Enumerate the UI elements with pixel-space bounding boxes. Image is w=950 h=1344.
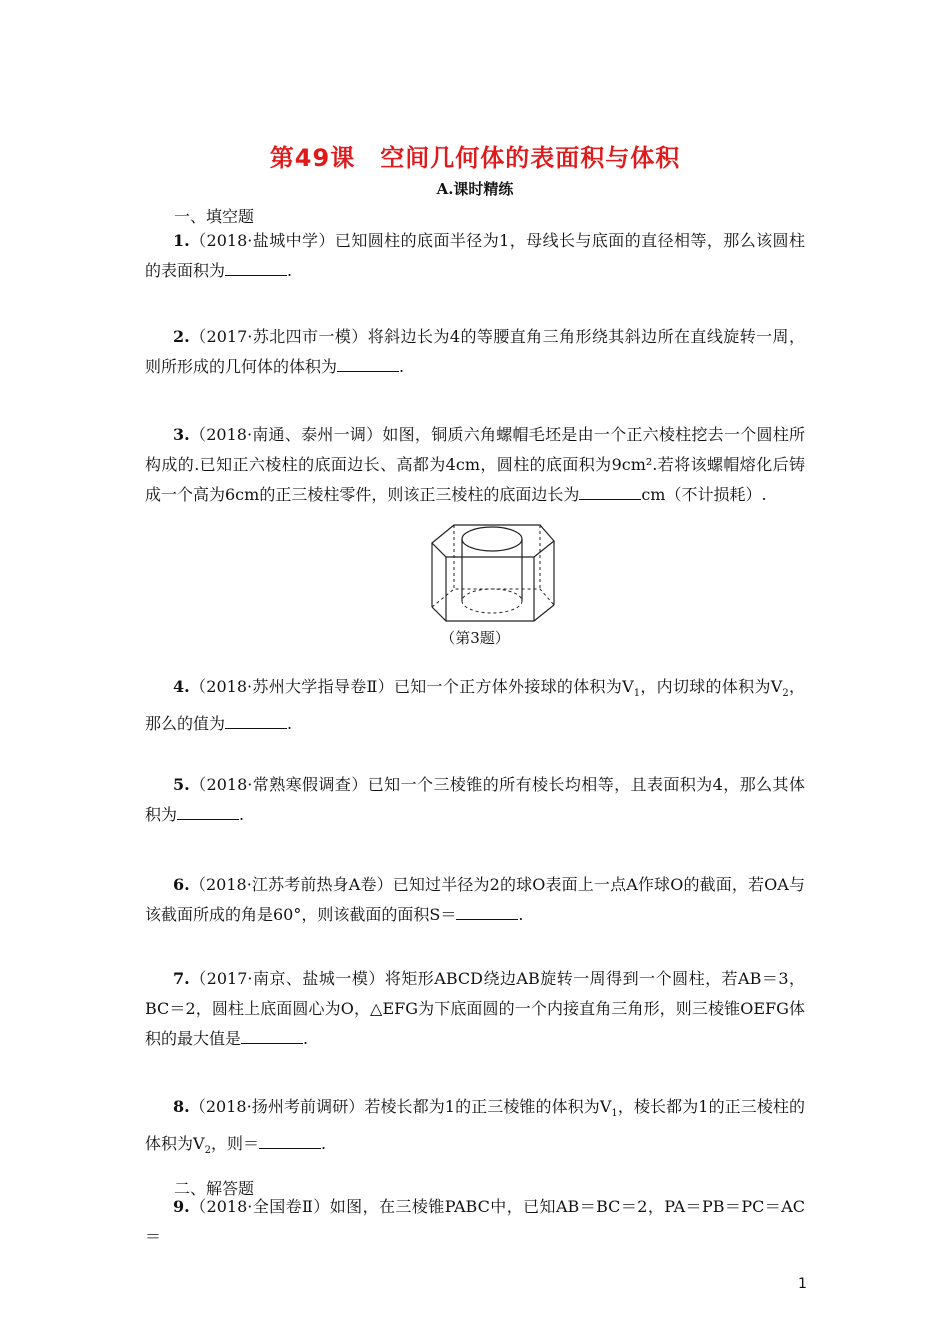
question-1 [145,226,805,286]
question-end: . [287,714,293,734]
question-text: ，棱长都为1的正三棱柱的体积为V [145,1097,805,1154]
figure-caption: （第3题） [440,629,510,647]
question-3 [145,420,805,510]
question-text: （2018·全国卷Ⅱ）如图，在三棱锥PABC中，已知AB＝BC＝2，PA＝PB＝PC＝AC＝ [145,1197,805,1246]
answer-blank[interactable] [579,485,641,500]
question-number: 6. [173,875,190,894]
question-number: 9. [173,1197,190,1216]
answer-blank[interactable] [225,714,287,729]
question-text: ，则＝ [210,1134,259,1154]
subscript: 2 [782,688,789,700]
question-end: . [239,805,245,824]
question-text: （2018·盐城中学）已知圆柱的底面半径为1，母线长与底面的直径相等，那么该圆柱的表面积为 [145,231,805,280]
subscript: 1 [633,688,641,700]
question-text: （2018·江苏考前热身A卷）已知过半径为2的球O表面上一点A作球O的截面，若OA与该截面所成的角是60°，则该截面的面积S＝ [145,875,805,924]
hex-nut-figure [426,517,558,627]
question-end: . [399,357,405,376]
question-4 [145,672,805,739]
section-solutions: 二、解答题 [174,1179,255,1198]
question-number: 1. [173,231,190,250]
question-text: （2017·南京、盐城一模）将矩形ABCD绕边AB旋转一周得到一个圆柱，若AB＝3，BC＝2，圆柱上底面圆心为O，△EFG为下底面圆的一个内接直角三角形，则三棱锥OEFG体积的最大值是 [145,969,805,1048]
question-end: . [287,261,293,280]
question-text: （2017·苏北四市一模）将斜边长为4的等腰直角三角形绕其斜边所在直线旋转一周，则所形成的几何体的体积为 [145,327,805,376]
question-number: 8. [173,1097,190,1116]
question-8 [145,1092,805,1166]
question-number: 3. [173,425,190,444]
question-text: （2018·扬州考前调研）若棱长都为1的正三棱锥的体积为V [189,1097,612,1116]
question-number: 2. [173,327,190,346]
question-2 [145,322,805,382]
page-number: 1 [798,1276,807,1292]
subscript: 1 [611,1108,618,1120]
hex-nut-diagram [426,517,558,623]
question-end: . [518,905,524,924]
subscript: 2 [204,1145,211,1157]
lesson-subtitle: A.课时精练 [436,180,514,198]
question-end: cm（不计损耗）. [641,485,767,504]
question-text: ，内切球的体积为V [640,677,783,696]
question-text: （2018·南通、泰州一调）如图，铜质六角螺帽毛坯是由一个正六棱柱挖去一个圆柱所构成的.已知正六棱柱的底面边长、高都为4cm，圆柱的底面积为9cm².若将该螺帽熔化后铸成一个高为6cm的正三棱柱零件，则该正三棱柱的底面边长为 [145,425,805,504]
question-6 [145,870,805,930]
answer-blank[interactable] [337,357,399,372]
question-7 [145,964,805,1054]
answer-blank[interactable] [456,905,518,920]
question-end: . [320,1134,327,1154]
answer-blank[interactable] [177,805,239,820]
answer-blank[interactable] [241,1029,303,1044]
question-number: 7. [173,969,190,988]
question-text: ，那么的值为 [145,677,805,734]
question-text: （2018·苏州大学指导卷Ⅱ）已知一个正方体外接球的体积为V [189,677,634,696]
section-fill-in-blank: 一、填空题 [174,207,255,226]
lesson-title: 第49课 空间几何体的表面积与体积 [269,144,681,172]
answer-blank[interactable] [225,261,287,276]
question-9 [145,1192,805,1252]
question-end: . [303,1029,309,1048]
answer-blank[interactable] [259,1134,321,1149]
question-5 [145,770,805,830]
question-number: 4. [173,677,190,696]
question-text: （2018·常熟寒假调查）已知一个三棱锥的所有棱长均相等，且表面积为4，那么其体积为 [145,775,805,824]
question-number: 5. [173,775,190,794]
